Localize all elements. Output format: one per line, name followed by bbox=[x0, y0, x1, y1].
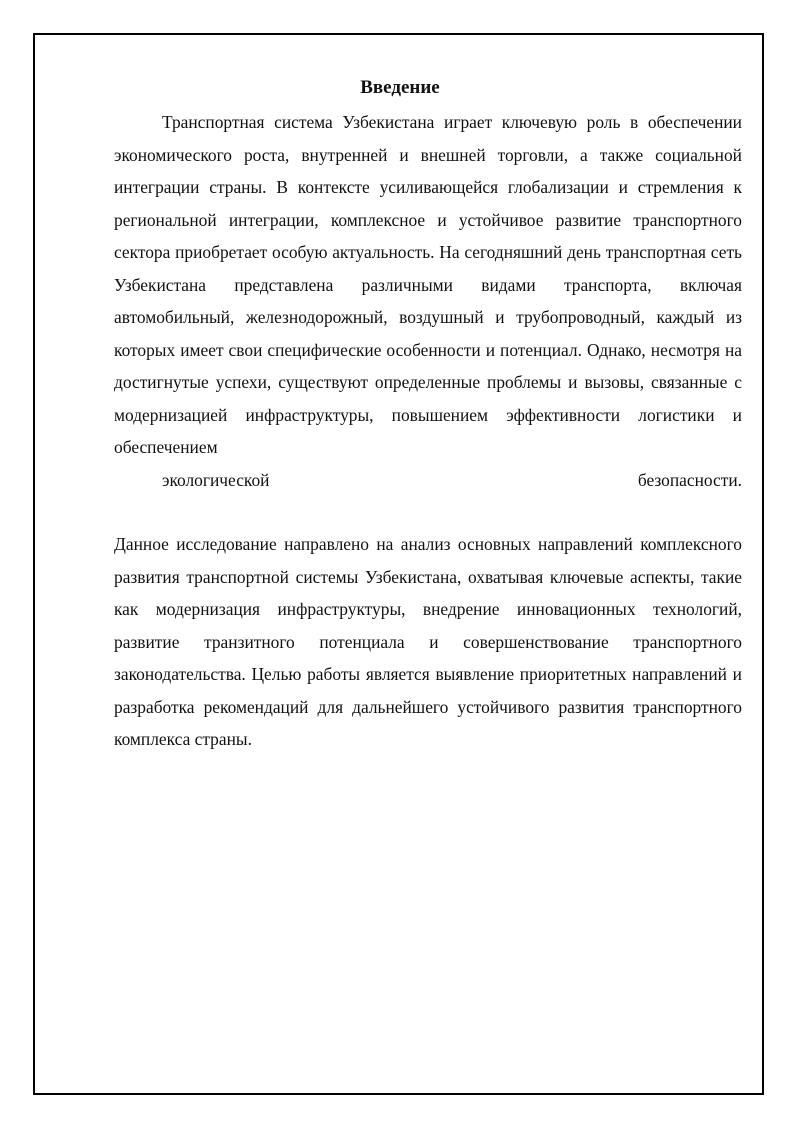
introduction-paragraph-2: Данное исследование направлено на анализ основных направлений комплексного развития транспортной системы Узбекистана, охватывая ключевые аспекты, такие как модернизация инфраструктуры, внедрение инновационных технологий, развитие транзитного потенциала и совершенствование транспортного законодательства. Целью работы является выявление приоритетных направлений и разработка рекомендаций для дальнейшего устойчивого развития транспортного комплекса страны. bbox=[114, 534, 742, 749]
paragraph-1-last-word-right: безопасности. bbox=[637, 469, 742, 490]
document-title: Введение bbox=[360, 77, 440, 98]
paragraph-1-text: Транспортная система Узбекистана играет ключевую роль в обеспечении экономического роста, внутренней и внешней торговли, а также социальной интеграции страны. В контексте усиливающейся глобализации и стремления к региональной интеграции, комплексное и устойчивое развитие транспортного сектора приобретает особую актуальность. На сегодняшний день транспортная сеть Узбекистана представлена различными видами транспорта, включая автомобильный, железнодорожный, воздушный и трубопроводный, каждый из которых имеет свои специфические особенности и потенциал. Однако, несмотря на достигнутые успехи, существуют определенные проблемы и вызовы, связанные с модернизацией инфраструктуры, повышением эффективности логистики и обеспечением bbox=[114, 112, 742, 457]
paragraph-1-last-word-left: экологической bbox=[162, 469, 270, 490]
introduction-paragraph-1 bbox=[114, 106, 742, 496]
paragraph-1-last-line bbox=[114, 464, 742, 497]
